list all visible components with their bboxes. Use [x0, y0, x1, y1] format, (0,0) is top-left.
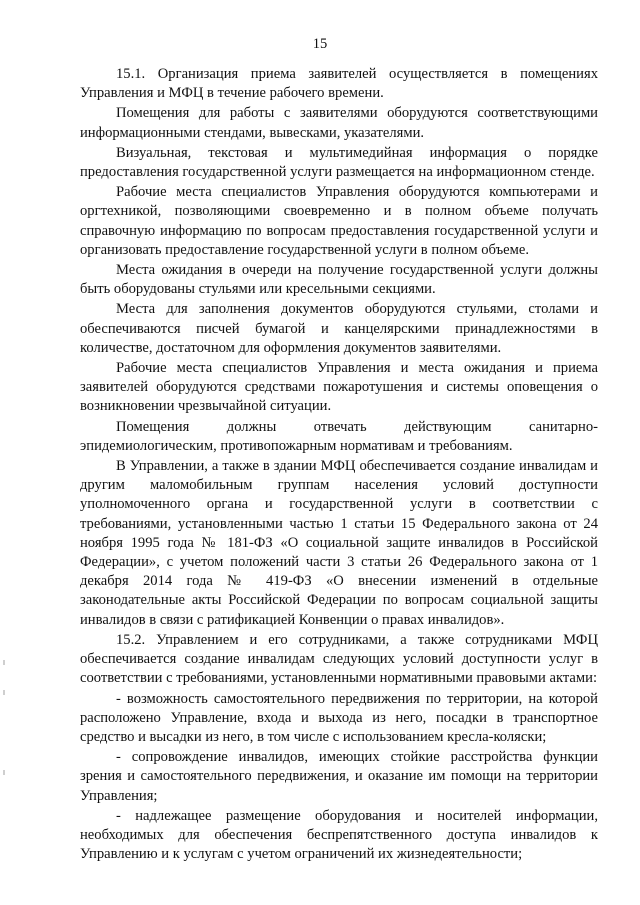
paragraph-15-2: 15.2. Управлением и его сотрудниками, а также сотрудниками МФЦ обеспечивается создание инвалидам следующих условий доступности услуг в соответствии с требованиями, установленными нормативными правовыми актами:	[80, 631, 598, 687]
paragraph-15-1: 15.1. Организация приема заявителей осуществляется в помещениях Управления и МФЦ в течение рабочего времени.	[80, 66, 598, 102]
scan-mark	[3, 770, 5, 775]
paragraph-sanitary: Помещения должны отвечать действующим санитарно-эпидемиологическим, противопожарным нормативам и требованиям.	[80, 418, 598, 454]
paragraph-filling: Места для заполнения документов оборудуются стульями, столами и обеспечиваются писчей бумагой и канцелярскими принадлежностями в количестве, достаточном для оформления документов заявителями.	[80, 301, 598, 356]
list-item: - сопровождение инвалидов, имеющих стойкие расстройства функции зрения и самостоятельного передвижения, и оказание им помощи на территории Управления;	[80, 749, 598, 804]
page-number: 15	[312, 36, 328, 52]
scan-mark	[3, 660, 5, 665]
paragraph-workplaces: Рабочие места специалистов Управления оборудуются компьютерами и оргтехникой, позволяющими своевременно и в полном объеме получать справочную информацию по вопросам предоставления государственной услуги и организовать предоставление государственной услуги в полном объеме.	[80, 184, 598, 258]
paragraph-accessibility: В Управлении, а также в здании МФЦ обеспечивается создание инвалидам и другим маломобильным группам населения условий доступности уполномоченного органа и государственной услуги в соответствии с требованиями, установленными частью 1 статьи 15 Федерального закона от 24 ноября 1995 года № 181-ФЗ «О социальной защите инвалидов в Российской Федерации», с учетом положений части 3 статьи 26 Федерального закона от 1 декабря 2014 года № 419-ФЗ «О внесении изменений в отдельные законодательные акты Российской Федерации по вопросам социальной защиты инвалидов в связи с ратификацией Конвенции о правах инвалидов».	[80, 458, 598, 628]
paragraph-info: Визуальная, текстовая и мультимедийная информация о порядке предоставления государственной услуги размещается на информационном стенде.	[80, 144, 598, 181]
paragraph-stands: Помещения для работы с заявителями оборудуются соответствующими информационными стендами, вывесками, указателями.	[80, 105, 598, 141]
paragraph-fire-safety: Рабочие места специалистов Управления и места ожидания и приема заявителей оборудуются средствами пожаротушения и системы оповещения о возникновении чрезвычайной ситуации.	[80, 360, 598, 415]
paragraph-waiting: Места ожидания в очереди на получение государственной услуги должны быть оборудованы стульями или кресельными секциями.	[80, 262, 598, 298]
document-body	[80, 65, 598, 864]
list-item: - надлежащее размещение оборудования и носителей информации, необходимых для обеспечения беспрепятственного доступа инвалидов к Управлению и к услугам с учетом ограничений их жизнедеятельности;	[80, 807, 598, 863]
scan-mark	[3, 690, 5, 695]
list-item: - возможность самостоятельного передвижения по территории, на которой расположено Управление, входа и выхода из него, посадки в транспортное средство и высадки из него, в том числе с использованием кресла-коляски;	[80, 690, 598, 745]
